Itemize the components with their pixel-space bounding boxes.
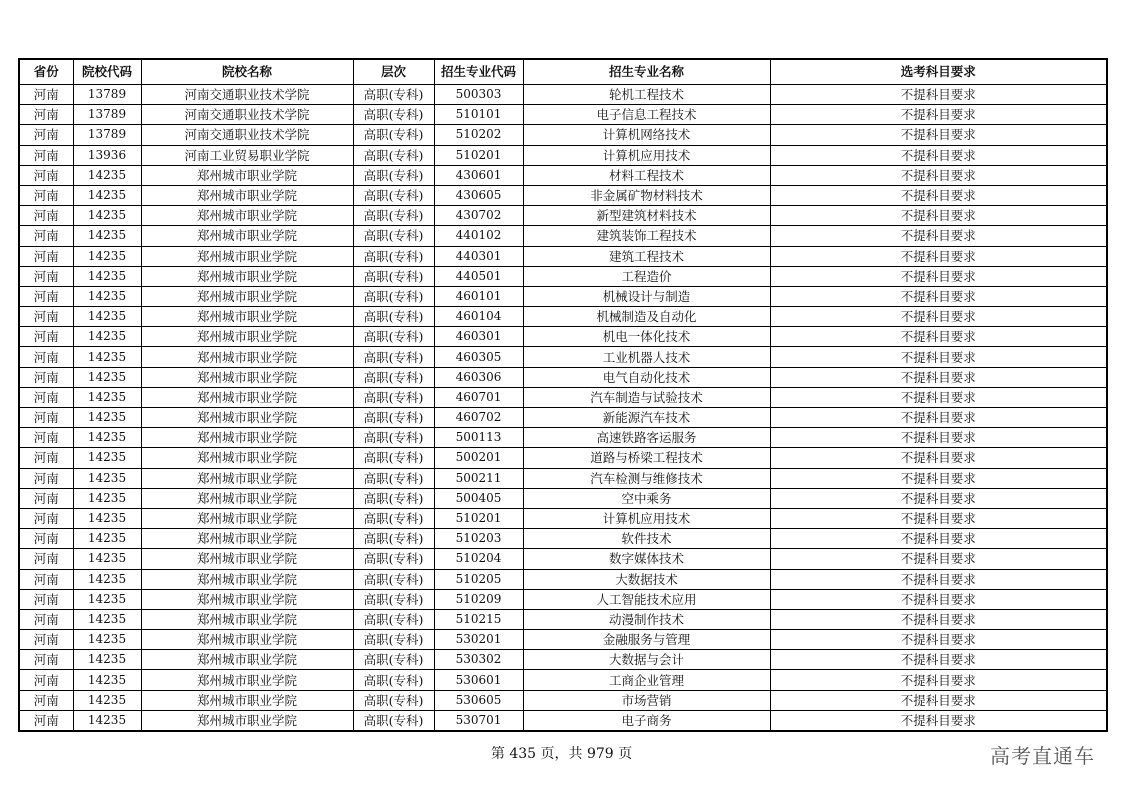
cell-school-code: 14235: [73, 408, 141, 428]
table-row: [19, 145, 1107, 165]
cell-level: 高职(专科): [353, 125, 434, 145]
cell-school-name: 郑州城市职业学院: [141, 529, 353, 549]
table-row: [19, 488, 1107, 508]
cell-school-name: 郑州城市职业学院: [141, 488, 353, 508]
cell-major-name: 空中乘务: [523, 488, 770, 508]
table-row: [19, 589, 1107, 609]
table-row: [19, 690, 1107, 710]
cell-subject-requirement: 不提科目要求: [770, 307, 1107, 327]
cell-province: 河南: [19, 165, 73, 185]
cell-level: 高职(专科): [353, 206, 434, 226]
cell-major-code: 510201: [434, 145, 523, 165]
cell-province: 河南: [19, 125, 73, 145]
cell-subject-requirement: 不提科目要求: [770, 105, 1107, 125]
cell-province: 河南: [19, 549, 73, 569]
cell-school-code: 14235: [73, 185, 141, 205]
cell-school-code: 14235: [73, 448, 141, 468]
cell-province: 河南: [19, 448, 73, 468]
cell-subject-requirement: 不提科目要求: [770, 387, 1107, 407]
cell-school-name: 郑州城市职业学院: [141, 508, 353, 528]
cell-province: 河南: [19, 367, 73, 387]
cell-school-name: 郑州城市职业学院: [141, 347, 353, 367]
cell-level: 高职(专科): [353, 327, 434, 347]
cell-level: 高职(专科): [353, 589, 434, 609]
table-row: [19, 670, 1107, 690]
table-row: [19, 428, 1107, 448]
cell-school-code: 14235: [73, 286, 141, 306]
cell-province: 河南: [19, 307, 73, 327]
watermark-logo: 高考直通车: [990, 744, 1095, 768]
cell-major-code: 530701: [434, 710, 523, 731]
cell-school-code: 13789: [73, 125, 141, 145]
cell-level: 高职(专科): [353, 448, 434, 468]
cell-subject-requirement: 不提科目要求: [770, 226, 1107, 246]
cell-level: 高职(专科): [353, 670, 434, 690]
cell-province: 河南: [19, 408, 73, 428]
cell-school-name: 河南工业贸易职业学院: [141, 145, 353, 165]
cell-subject-requirement: 不提科目要求: [770, 488, 1107, 508]
cell-major-name: 大数据与会计: [523, 650, 770, 670]
cell-major-name: 计算机应用技术: [523, 145, 770, 165]
cell-level: 高职(专科): [353, 529, 434, 549]
cell-level: 高职(专科): [353, 85, 434, 105]
cell-subject-requirement: 不提科目要求: [770, 609, 1107, 629]
cell-level: 高职(专科): [353, 105, 434, 125]
cell-level: 高职(专科): [353, 609, 434, 629]
cell-province: 河南: [19, 286, 73, 306]
table-body: [19, 85, 1107, 732]
cell-subject-requirement: 不提科目要求: [770, 206, 1107, 226]
table-row: [19, 85, 1107, 105]
cell-province: 河南: [19, 185, 73, 205]
cell-level: 高职(专科): [353, 185, 434, 205]
table-row: [19, 529, 1107, 549]
cell-school-code: 14235: [73, 569, 141, 589]
table-row: [19, 609, 1107, 629]
cell-school-name: 郑州城市职业学院: [141, 468, 353, 488]
cell-school-code: 14235: [73, 609, 141, 629]
cell-major-name: 计算机网络技术: [523, 125, 770, 145]
cell-province: 河南: [19, 690, 73, 710]
cell-level: 高职(专科): [353, 468, 434, 488]
cell-major-name: 轮机工程技术: [523, 85, 770, 105]
cell-province: 河南: [19, 609, 73, 629]
header-school-name: 院校名称: [141, 59, 353, 85]
cell-school-name: 郑州城市职业学院: [141, 307, 353, 327]
cell-school-name: 郑州城市职业学院: [141, 589, 353, 609]
cell-school-name: 郑州城市职业学院: [141, 569, 353, 589]
cell-major-code: 510202: [434, 125, 523, 145]
cell-school-name: 郑州城市职业学院: [141, 387, 353, 407]
cell-school-code: 14235: [73, 206, 141, 226]
table-row: [19, 650, 1107, 670]
cell-major-code: 510203: [434, 529, 523, 549]
table-row: [19, 569, 1107, 589]
cell-school-name: 河南交通职业技术学院: [141, 125, 353, 145]
cell-level: 高职(专科): [353, 307, 434, 327]
cell-province: 河南: [19, 569, 73, 589]
table-row: [19, 266, 1107, 286]
cell-level: 高职(专科): [353, 650, 434, 670]
cell-major-name: 道路与桥梁工程技术: [523, 448, 770, 468]
cell-province: 河南: [19, 710, 73, 731]
cell-school-code: 14235: [73, 710, 141, 731]
cell-subject-requirement: 不提科目要求: [770, 145, 1107, 165]
cell-province: 河南: [19, 105, 73, 125]
cell-province: 河南: [19, 508, 73, 528]
cell-subject-requirement: 不提科目要求: [770, 266, 1107, 286]
cell-major-code: 500113: [434, 428, 523, 448]
cell-school-name: 郑州城市职业学院: [141, 549, 353, 569]
cell-school-name: 郑州城市职业学院: [141, 408, 353, 428]
cell-major-name: 金融服务与管理: [523, 630, 770, 650]
cell-subject-requirement: 不提科目要求: [770, 549, 1107, 569]
cell-subject-requirement: 不提科目要求: [770, 367, 1107, 387]
table-row: [19, 710, 1107, 731]
cell-level: 高职(专科): [353, 226, 434, 246]
cell-subject-requirement: 不提科目要求: [770, 125, 1107, 145]
cell-major-code: 510205: [434, 569, 523, 589]
cell-level: 高职(专科): [353, 387, 434, 407]
cell-school-code: 14235: [73, 307, 141, 327]
cell-school-name: 郑州城市职业学院: [141, 670, 353, 690]
cell-level: 高职(专科): [353, 630, 434, 650]
header-province: 省份: [19, 59, 73, 85]
cell-subject-requirement: 不提科目要求: [770, 246, 1107, 266]
cell-major-name: 机械制造及自动化: [523, 307, 770, 327]
table-row: [19, 105, 1107, 125]
cell-major-name: 人工智能技术应用: [523, 589, 770, 609]
table-row: [19, 630, 1107, 650]
cell-school-name: 郑州城市职业学院: [141, 266, 353, 286]
table-row: [19, 125, 1107, 145]
cell-school-name: 河南交通职业技术学院: [141, 85, 353, 105]
table-row: [19, 468, 1107, 488]
header-major-name: 招生专业名称: [523, 59, 770, 85]
cell-major-code: 530201: [434, 630, 523, 650]
cell-major-name: 机电一体化技术: [523, 327, 770, 347]
cell-school-name: 郑州城市职业学院: [141, 327, 353, 347]
cell-level: 高职(专科): [353, 569, 434, 589]
cell-major-code: 510201: [434, 508, 523, 528]
cell-level: 高职(专科): [353, 266, 434, 286]
cell-school-name: 郑州城市职业学院: [141, 165, 353, 185]
cell-province: 河南: [19, 488, 73, 508]
header-major-code: 招生专业代码: [434, 59, 523, 85]
cell-subject-requirement: 不提科目要求: [770, 710, 1107, 731]
cell-major-name: 建筑装饰工程技术: [523, 226, 770, 246]
cell-school-code: 14235: [73, 226, 141, 246]
cell-major-name: 电子信息工程技术: [523, 105, 770, 125]
cell-province: 河南: [19, 468, 73, 488]
cell-major-code: 430605: [434, 185, 523, 205]
cell-province: 河南: [19, 145, 73, 165]
table-row: [19, 185, 1107, 205]
cell-school-code: 14235: [73, 630, 141, 650]
cell-subject-requirement: 不提科目要求: [770, 408, 1107, 428]
cell-level: 高职(专科): [353, 428, 434, 448]
header-level: 层次: [353, 59, 434, 85]
table-row: [19, 387, 1107, 407]
cell-major-code: 430601: [434, 165, 523, 185]
cell-school-code: 14235: [73, 549, 141, 569]
cell-major-code: 460301: [434, 327, 523, 347]
cell-major-name: 新能源汽车技术: [523, 408, 770, 428]
cell-province: 河南: [19, 650, 73, 670]
cell-school-code: 14235: [73, 367, 141, 387]
table-row: [19, 408, 1107, 428]
cell-major-name: 数字媒体技术: [523, 549, 770, 569]
cell-major-code: 500405: [434, 488, 523, 508]
cell-major-code: 530302: [434, 650, 523, 670]
cell-level: 高职(专科): [353, 710, 434, 731]
cell-province: 河南: [19, 327, 73, 347]
cell-major-code: 430702: [434, 206, 523, 226]
cell-school-code: 14235: [73, 387, 141, 407]
cell-major-name: 计算机应用技术: [523, 508, 770, 528]
cell-major-code: 460306: [434, 367, 523, 387]
cell-school-name: 郑州城市职业学院: [141, 448, 353, 468]
cell-school-name: 郑州城市职业学院: [141, 226, 353, 246]
table-row: [19, 549, 1107, 569]
cell-school-name: 郑州城市职业学院: [141, 710, 353, 731]
table-row: [19, 367, 1107, 387]
table-row: [19, 347, 1107, 367]
cell-subject-requirement: 不提科目要求: [770, 569, 1107, 589]
page-number: 第 435 页，共 979 页: [490, 746, 633, 762]
cell-school-code: 13789: [73, 105, 141, 125]
cell-subject-requirement: 不提科目要求: [770, 508, 1107, 528]
cell-subject-requirement: 不提科目要求: [770, 85, 1107, 105]
cell-major-name: 高速铁路客运服务: [523, 428, 770, 448]
cell-province: 河南: [19, 589, 73, 609]
cell-province: 河南: [19, 630, 73, 650]
cell-school-code: 14235: [73, 165, 141, 185]
cell-school-name: 河南交通职业技术学院: [141, 105, 353, 125]
cell-school-code: 14235: [73, 246, 141, 266]
cell-subject-requirement: 不提科目要求: [770, 589, 1107, 609]
cell-province: 河南: [19, 670, 73, 690]
cell-level: 高职(专科): [353, 549, 434, 569]
cell-major-name: 汽车检测与维修技术: [523, 468, 770, 488]
cell-major-name: 建筑工程技术: [523, 246, 770, 266]
cell-school-name: 郑州城市职业学院: [141, 367, 353, 387]
cell-major-code: 500201: [434, 448, 523, 468]
cell-major-name: 动漫制作技术: [523, 609, 770, 629]
cell-school-code: 14235: [73, 266, 141, 286]
cell-province: 河南: [19, 428, 73, 448]
cell-major-code: 460701: [434, 387, 523, 407]
cell-province: 河南: [19, 347, 73, 367]
cell-subject-requirement: 不提科目要求: [770, 670, 1107, 690]
cell-school-name: 郑州城市职业学院: [141, 690, 353, 710]
cell-province: 河南: [19, 206, 73, 226]
cell-subject-requirement: 不提科目要求: [770, 327, 1107, 347]
cell-major-name: 材料工程技术: [523, 165, 770, 185]
cell-major-code: 460101: [434, 286, 523, 306]
cell-school-code: 13789: [73, 85, 141, 105]
cell-major-code: 530605: [434, 690, 523, 710]
table-row: [19, 226, 1107, 246]
cell-school-name: 郑州城市职业学院: [141, 630, 353, 650]
header-subject-requirement: 选考科目要求: [770, 59, 1107, 85]
cell-major-name: 软件技术: [523, 529, 770, 549]
cell-major-name: 新型建筑材料技术: [523, 206, 770, 226]
cell-subject-requirement: 不提科目要求: [770, 448, 1107, 468]
cell-major-code: 500211: [434, 468, 523, 488]
cell-major-name: 工商企业管理: [523, 670, 770, 690]
cell-school-name: 郑州城市职业学院: [141, 428, 353, 448]
table-row: [19, 165, 1107, 185]
cell-level: 高职(专科): [353, 165, 434, 185]
cell-school-code: 14235: [73, 488, 141, 508]
cell-school-name: 郑州城市职业学院: [141, 206, 353, 226]
cell-province: 河南: [19, 266, 73, 286]
cell-school-code: 14235: [73, 428, 141, 448]
cell-major-code: 460305: [434, 347, 523, 367]
cell-school-code: 14235: [73, 650, 141, 670]
cell-level: 高职(专科): [353, 347, 434, 367]
cell-subject-requirement: 不提科目要求: [770, 690, 1107, 710]
cell-level: 高职(专科): [353, 145, 434, 165]
cell-major-code: 440301: [434, 246, 523, 266]
cell-subject-requirement: 不提科目要求: [770, 286, 1107, 306]
cell-major-code: 510215: [434, 609, 523, 629]
admissions-table: [18, 58, 1108, 732]
cell-subject-requirement: 不提科目要求: [770, 185, 1107, 205]
cell-level: 高职(专科): [353, 367, 434, 387]
cell-school-name: 郑州城市职业学院: [141, 609, 353, 629]
cell-subject-requirement: 不提科目要求: [770, 428, 1107, 448]
cell-subject-requirement: 不提科目要求: [770, 529, 1107, 549]
cell-major-name: 工程造价: [523, 266, 770, 286]
cell-major-code: 510101: [434, 105, 523, 125]
cell-major-name: 大数据技术: [523, 569, 770, 589]
cell-school-code: 14235: [73, 529, 141, 549]
cell-major-code: 440102: [434, 226, 523, 246]
cell-school-code: 14235: [73, 690, 141, 710]
cell-major-name: 工业机器人技术: [523, 347, 770, 367]
cell-school-name: 郑州城市职业学院: [141, 185, 353, 205]
cell-school-code: 14235: [73, 508, 141, 528]
cell-school-code: 14235: [73, 468, 141, 488]
table-row: [19, 508, 1107, 528]
cell-school-code: 14235: [73, 347, 141, 367]
cell-subject-requirement: 不提科目要求: [770, 468, 1107, 488]
cell-major-code: 440501: [434, 266, 523, 286]
cell-level: 高职(专科): [353, 246, 434, 266]
cell-school-code: 13936: [73, 145, 141, 165]
cell-major-name: 市场营销: [523, 690, 770, 710]
table-row: [19, 286, 1107, 306]
cell-province: 河南: [19, 85, 73, 105]
cell-level: 高职(专科): [353, 286, 434, 306]
cell-province: 河南: [19, 529, 73, 549]
cell-major-code: 510204: [434, 549, 523, 569]
cell-school-name: 郑州城市职业学院: [141, 650, 353, 670]
cell-level: 高职(专科): [353, 488, 434, 508]
cell-major-name: 非金属矿物材料技术: [523, 185, 770, 205]
cell-major-name: 机械设计与制造: [523, 286, 770, 306]
cell-major-name: 电子商务: [523, 710, 770, 731]
cell-major-name: 汽车制造与试验技术: [523, 387, 770, 407]
cell-major-code: 530601: [434, 670, 523, 690]
cell-province: 河南: [19, 387, 73, 407]
cell-province: 河南: [19, 226, 73, 246]
table-row: [19, 307, 1107, 327]
cell-major-code: 460104: [434, 307, 523, 327]
cell-school-name: 郑州城市职业学院: [141, 286, 353, 306]
cell-province: 河南: [19, 246, 73, 266]
cell-level: 高职(专科): [353, 508, 434, 528]
cell-level: 高职(专科): [353, 690, 434, 710]
header-school-code: 院校代码: [73, 59, 141, 85]
table-row: [19, 448, 1107, 468]
cell-school-name: 郑州城市职业学院: [141, 246, 353, 266]
cell-major-code: 500303: [434, 85, 523, 105]
table-header-row: [19, 59, 1107, 85]
cell-school-code: 14235: [73, 327, 141, 347]
table-row: [19, 327, 1107, 347]
table-row: [19, 206, 1107, 226]
cell-major-code: 510209: [434, 589, 523, 609]
cell-school-code: 14235: [73, 589, 141, 609]
table-row: [19, 246, 1107, 266]
cell-subject-requirement: 不提科目要求: [770, 630, 1107, 650]
cell-subject-requirement: 不提科目要求: [770, 165, 1107, 185]
cell-level: 高职(专科): [353, 408, 434, 428]
cell-subject-requirement: 不提科目要求: [770, 347, 1107, 367]
cell-major-code: 460702: [434, 408, 523, 428]
cell-major-name: 电气自动化技术: [523, 367, 770, 387]
cell-school-code: 14235: [73, 670, 141, 690]
cell-subject-requirement: 不提科目要求: [770, 650, 1107, 670]
